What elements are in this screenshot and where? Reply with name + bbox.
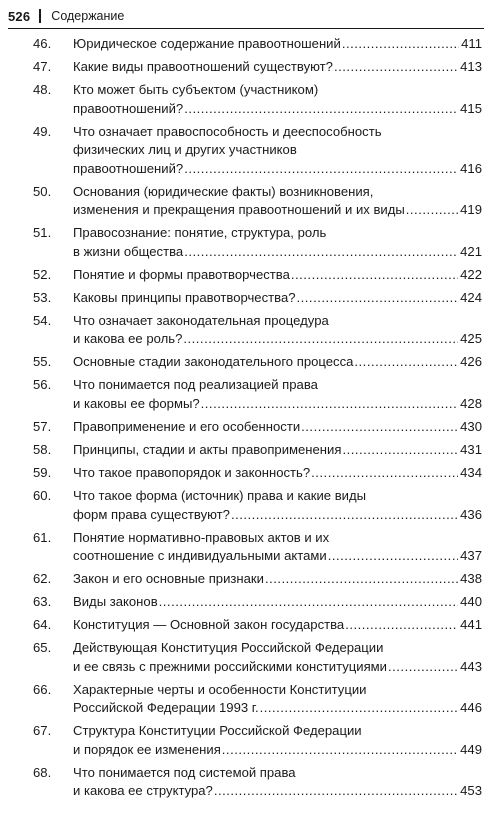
toc-entry <box>0 529 488 566</box>
toc-entry <box>0 722 488 759</box>
dot-leader <box>201 395 458 414</box>
dot-leader <box>388 658 458 677</box>
toc-entry-page: 443 <box>460 658 482 674</box>
dot-leader <box>184 100 458 119</box>
page-number: 526 <box>8 8 31 24</box>
toc-entry-page: 425 <box>460 331 482 347</box>
dot-leader <box>184 160 458 179</box>
toc-entry <box>0 123 488 179</box>
toc-entry-title-line: Понятие нормативно-правовых актов и их <box>73 529 330 545</box>
toc-entry-number: 58. <box>33 441 52 457</box>
toc-entry-number: 50. <box>33 183 52 199</box>
toc-entry-title-line: Что понимается под системой права <box>73 764 296 780</box>
toc-entry-title-line: Кто может быть субъектом (участником) <box>73 81 319 97</box>
toc-entry <box>0 639 488 676</box>
toc-entry-last-line <box>73 58 482 77</box>
toc-entry-title-line: и какова ее структура? <box>73 783 213 799</box>
toc-entry-last-line <box>73 464 482 483</box>
dot-leader <box>265 570 458 589</box>
dot-leader <box>328 547 458 566</box>
dot-leader <box>183 330 458 349</box>
toc-entry-last-line <box>73 616 482 635</box>
toc-entry-last-line <box>73 330 482 349</box>
toc-entry-number: 47. <box>33 58 52 74</box>
toc-entry-number: 49. <box>33 123 52 139</box>
toc-entry-number: 51. <box>33 225 52 241</box>
toc-entry <box>0 418 488 437</box>
toc-entry <box>0 58 488 77</box>
toc-entry <box>0 266 488 285</box>
toc-entry-page: 437 <box>460 548 482 564</box>
toc-entry-page: 424 <box>460 289 482 305</box>
toc-entry-number: 48. <box>33 81 52 97</box>
toc-entry-number: 57. <box>33 418 52 434</box>
dot-leader <box>311 464 458 483</box>
toc-entry <box>0 289 488 308</box>
toc-entry-last-line <box>73 699 482 718</box>
toc-entry-title-line: Что такое форма (источник) права и какие виды <box>73 487 367 503</box>
dot-leader <box>342 35 459 54</box>
toc-entry-number: 53. <box>33 289 52 305</box>
toc-entry-page: 422 <box>460 266 482 282</box>
toc-entry <box>0 681 488 718</box>
toc-entry-title-line: Что такое правопорядок и законность? <box>73 464 311 480</box>
toc-entry-page: 419 <box>460 202 482 218</box>
toc-entry-page: 449 <box>460 741 482 757</box>
toc-entry-title-line: Какие виды правоотношений существуют? <box>73 58 333 74</box>
toc-entry-number: 68. <box>33 764 52 780</box>
toc-entry-last-line <box>73 160 482 179</box>
toc-entry-title-line: Принципы, стадии и акты правоприменения <box>73 441 342 457</box>
toc-entry <box>0 81 488 118</box>
toc-entry-last-line <box>73 289 482 308</box>
toc-entry-page: 430 <box>460 418 482 434</box>
toc-entry-title-line: Характерные черты и особенности Конституции <box>73 681 367 697</box>
toc-entry <box>0 376 488 413</box>
dot-leader <box>214 782 458 801</box>
dot-leader <box>354 353 458 372</box>
toc-entry-last-line <box>73 506 482 525</box>
toc-entry-last-line <box>73 35 482 54</box>
dot-leader <box>184 243 458 262</box>
toc-entry-number: 61. <box>33 529 52 545</box>
toc-entry-page: 421 <box>460 243 482 259</box>
toc-entry-page: 415 <box>460 100 482 116</box>
dot-leader <box>342 441 458 460</box>
running-header <box>8 4 484 28</box>
toc-entry-number: 46. <box>33 36 52 51</box>
toc-entry <box>0 312 488 349</box>
toc-entry-page: 440 <box>460 594 482 610</box>
toc-entry-title-line: Российской Федерации 1993 г. <box>73 700 259 716</box>
toc-entry-last-line <box>73 741 482 760</box>
toc-entry-page: 446 <box>460 700 482 716</box>
toc-entry <box>0 570 488 589</box>
toc-entry-page: 453 <box>460 783 482 799</box>
toc-entry <box>0 616 488 635</box>
toc-entry <box>0 353 488 372</box>
toc-entry-title-line: Основные стадии законодательного процесса <box>73 354 354 370</box>
toc-entry <box>0 183 488 220</box>
toc-entry-title-line: Юридическое содержание правоотношений <box>73 36 341 51</box>
toc-entry-title-line: правоотношений? <box>73 160 184 176</box>
toc-entry-title-line: Закон и его основные признаки <box>73 571 264 587</box>
toc-entry-title-line: Что понимается под реализацией права <box>73 377 318 393</box>
dot-leader <box>334 58 458 77</box>
toc-entry-title-line: Правоприменение и его особенности <box>73 418 301 434</box>
dot-leader <box>231 506 458 525</box>
toc-entry-last-line <box>73 266 482 285</box>
toc-entry <box>0 441 488 460</box>
header-separator <box>39 9 41 23</box>
toc-entry-title-line: Каковы принципы правотворчества? <box>73 289 296 305</box>
toc-entry-page: 426 <box>460 354 482 370</box>
dot-leader <box>222 741 458 760</box>
toc-entry-number: 65. <box>33 640 52 656</box>
toc-entry-number: 59. <box>33 464 52 480</box>
dot-leader <box>291 266 458 285</box>
toc-entry-page: 416 <box>460 160 482 176</box>
toc-entry-last-line <box>73 100 482 119</box>
dot-leader <box>406 201 458 220</box>
toc-entry-last-line <box>73 441 482 460</box>
toc-entry-page: 436 <box>460 506 482 522</box>
toc-entry-last-line <box>73 782 482 801</box>
toc-entry-page: 441 <box>460 617 482 633</box>
toc-entry-page: 413 <box>460 58 482 74</box>
toc-entry-title-line: Действующая Конституция Российской Федерации <box>73 640 384 656</box>
header-rule <box>8 28 484 29</box>
dot-leader <box>301 418 458 437</box>
toc-entry <box>0 593 488 612</box>
toc-entry <box>0 464 488 483</box>
toc-entry-number: 64. <box>33 617 52 633</box>
toc-entry-title-line: и порядок ее изменения <box>73 741 221 757</box>
toc-entry-last-line <box>73 547 482 566</box>
toc-entry-last-line <box>73 395 482 414</box>
toc-entry-page: 438 <box>460 571 482 587</box>
toc-entry-title-line: Структура Конституции Российской Федерации <box>73 723 362 739</box>
toc-entry-title-line: Конституция — Основной закон государства <box>73 617 345 633</box>
table-of-contents <box>0 35 488 805</box>
toc-entry-number: 66. <box>33 681 52 697</box>
toc-entry-number: 63. <box>33 594 52 610</box>
toc-entry-page: 434 <box>460 464 482 480</box>
toc-entry-title-line: Виды законов <box>73 594 158 610</box>
toc-entry-page: 428 <box>460 396 482 411</box>
toc-entry-number: 54. <box>33 312 52 328</box>
toc-entry-page: 411 <box>461 36 482 51</box>
toc-entry-title-line: Что означает законодательная процедура <box>73 312 329 328</box>
dot-leader <box>260 699 459 718</box>
toc-entry-title-line: Понятие и формы правотворчества <box>73 266 290 282</box>
toc-entry-number: 60. <box>33 487 52 503</box>
toc-entry-number: 56. <box>33 377 52 393</box>
dot-leader <box>297 289 459 308</box>
toc-entry-last-line <box>73 658 482 677</box>
toc-entry-page: 431 <box>460 441 482 457</box>
toc-entry-number: 52. <box>33 266 52 282</box>
toc-entry-last-line <box>73 201 482 220</box>
toc-entry-title-line: Основания (юридические факты) возникновения, <box>73 183 374 199</box>
toc-entry-last-line <box>73 243 482 262</box>
toc-entry-title-line: правоотношений? <box>73 100 184 116</box>
dot-leader <box>345 616 458 635</box>
toc-entry-title-line: Что означает правоспособность и дееспособность <box>73 123 382 139</box>
toc-entry <box>0 487 488 524</box>
toc-entry-title-line: Правосознание: понятие, структура, роль <box>73 225 327 241</box>
toc-entry-title-line: и каковы ее формы? <box>73 396 200 411</box>
toc-entry-number: 67. <box>33 723 52 739</box>
toc-entry <box>0 764 488 801</box>
toc-entry-title-line: физических лиц и других участников <box>73 142 297 158</box>
toc-entry-last-line <box>73 593 482 612</box>
toc-entry <box>0 224 488 261</box>
dot-leader <box>159 593 458 612</box>
toc-entry-title-line: в жизни общества <box>73 243 184 259</box>
toc-entry-title-line: форм права существуют? <box>73 506 230 522</box>
toc-entry <box>0 35 488 54</box>
toc-entry-last-line <box>73 570 482 589</box>
toc-entry-last-line <box>73 418 482 437</box>
toc-entry-title-line: и какова ее роль? <box>73 331 183 347</box>
toc-entry-title-line: изменения и прекращения правоотношений и их виды <box>73 202 405 218</box>
toc-entry-title-line: и ее связь с прежними российскими конституциями <box>73 658 388 674</box>
toc-entry-title-line: соотношение с индивидуальными актами <box>73 548 327 564</box>
toc-entry-number: 55. <box>33 354 52 370</box>
toc-entry-last-line <box>73 353 482 372</box>
section-title: Содержание <box>51 9 125 23</box>
toc-entry-number: 62. <box>33 571 52 587</box>
